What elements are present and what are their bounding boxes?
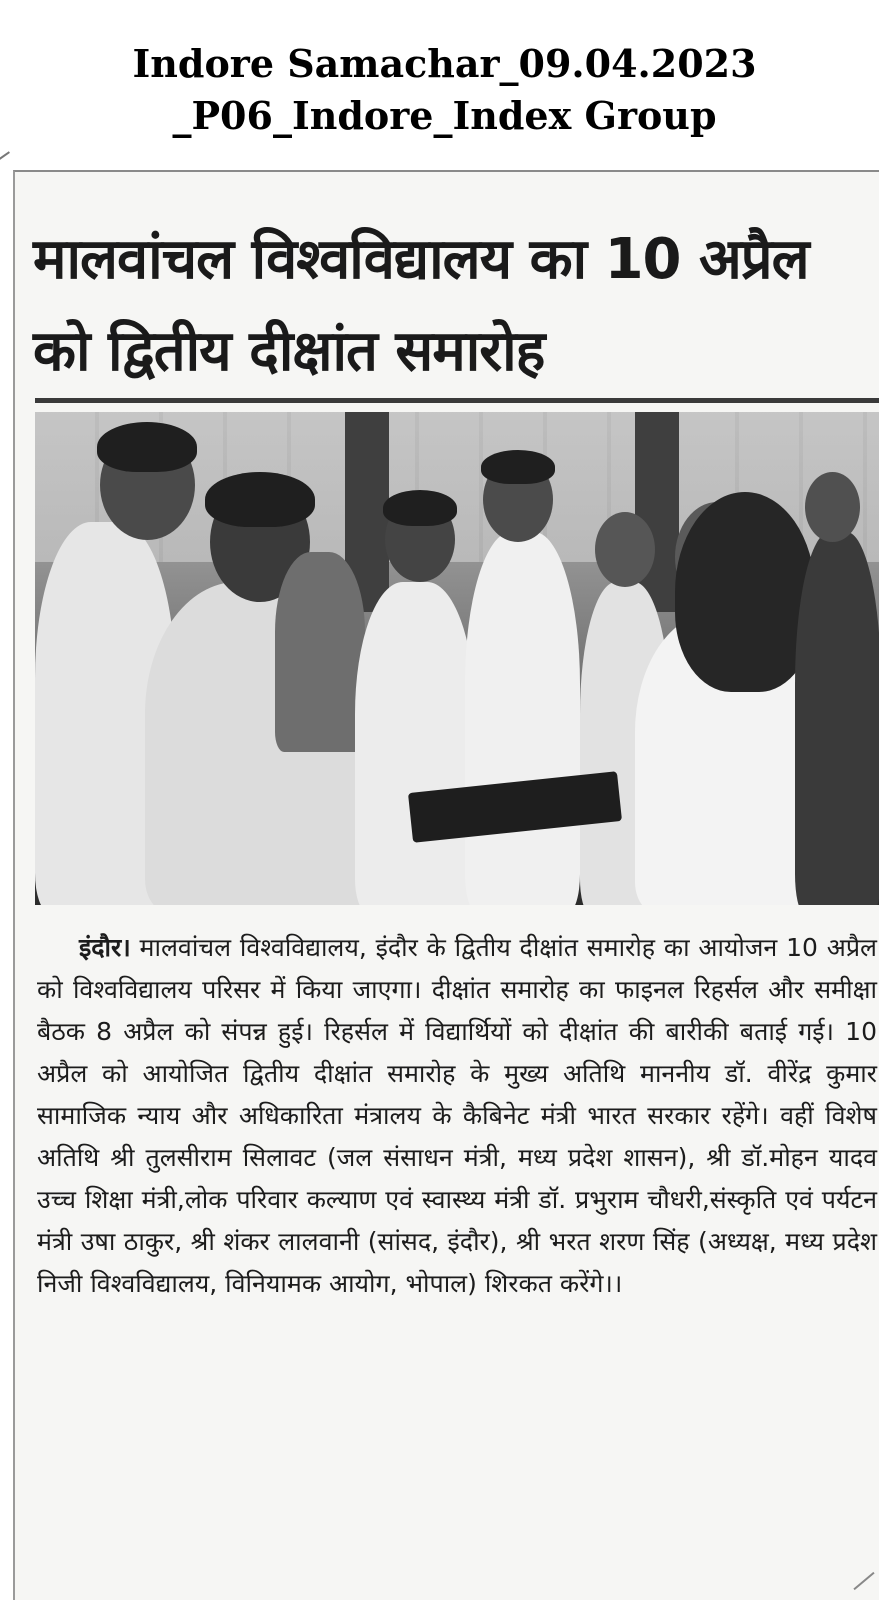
photo-person-hair	[97, 422, 197, 472]
article-headline	[33, 214, 873, 398]
photo-person	[275, 552, 365, 752]
headline-rule	[35, 398, 879, 403]
article-body	[37, 927, 877, 1305]
photo-person-head	[595, 512, 655, 587]
clipping-caption	[0, 38, 889, 142]
scan-corner-mark	[853, 1572, 874, 1590]
article-dateline: इंदौर।	[79, 933, 131, 962]
photo-person-hair	[675, 492, 815, 692]
newspaper-clipping	[13, 170, 879, 1600]
photo-person	[795, 532, 879, 905]
headline-line-2: को द्वितीय दीक्षांत समारोह	[33, 319, 545, 384]
photo-person	[465, 532, 580, 905]
photo-person	[355, 582, 475, 905]
photo-person-hair	[205, 472, 315, 527]
photo-pillar	[635, 412, 679, 612]
photo-person-hair	[383, 490, 457, 526]
photo-person-head	[805, 472, 860, 542]
caption-line-2: _P06_Indore_Index Group	[172, 93, 717, 138]
article-photo	[35, 412, 879, 905]
caption-line-1: Indore Samachar_09.04.2023	[132, 41, 757, 86]
photo-person-hair	[481, 450, 555, 484]
article-body-text: मालवांचल विश्वविद्यालय, इंदौर के द्वितीय दीक्षांत समारोह का आयोजन 10 अप्रैल को विश्वविद्यालय परिसर में किया जाएगा। दीक्षांत समारोह का फाइनल रिहर्सल और समीक्षा बैठक 8 अप्रैल को संपन्न हुई। रिहर्सल में विद्यार्थियों को दीक्षांत की बारीकी बताई गई। 10 अप्रैल को आयोजित द्वितीय दीक्षांत समारोह के मुख्य अतिथि माननीय डॉ. वीरेंद्र कुमार सामाजिक न्याय और अधिकारिता मंत्रालय के कैबिनेट मंत्री भारत सरकार रहेंगे। वहीं विशेष अतिथि श्री तुलसीराम सिलावट (जल संसाधन मंत्री, मध्य प्रदेश शासन), श्री डॉ.मोहन यादव उच्च शिक्षा मंत्री,लोक परिवार कल्याण एवं स्वास्थ्य मंत्री डॉ. प्रभुराम चौधरी,संस्कृति एवं पर्यटन मंत्री उषा ठाकुर, श्री शंकर लालवानी (सांसद, इंदौर), श्री भरत शरण सिंह (अध्यक्ष, मध्य प्रदेश निजी विश्वविद्यालय, विनियामक आयोग, भोपाल) शिरकत करेंगे।।	[37, 933, 877, 1298]
headline-line-1: मालवांचल विश्वविद्यालय का 10 अप्रैल	[33, 227, 809, 292]
